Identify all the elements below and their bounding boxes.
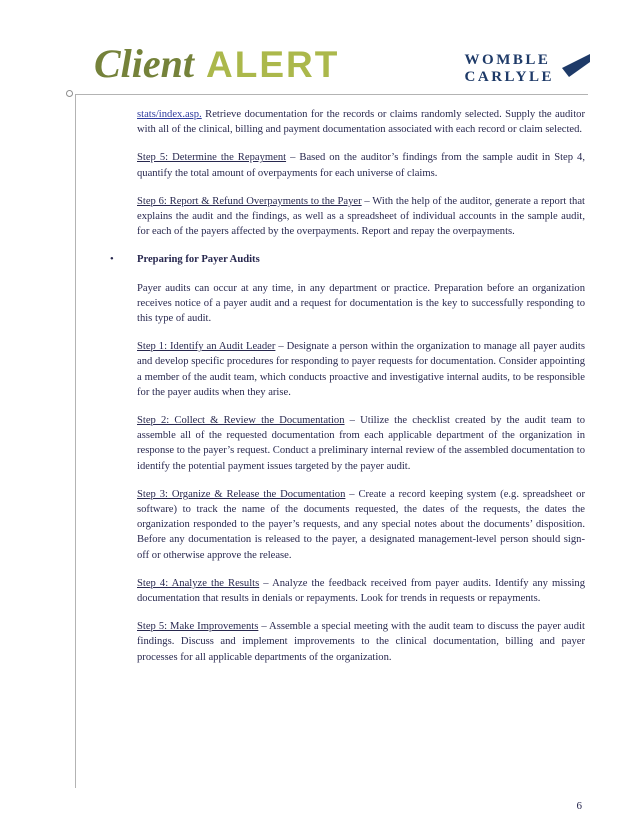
- paragraph: [137, 339, 585, 400]
- womble-carlyle-logo: [465, 52, 590, 86]
- brand-alert-text: ALERT: [206, 44, 340, 85]
- paragraph: [137, 487, 585, 563]
- body-text-run: Retrieve documentation for the records or claims randomly selected. Supply the auditor with all of the clinical, billing and payment documentation associated with each record or claim selected.: [137, 109, 585, 136]
- flag-icon: [560, 53, 590, 79]
- body-text-run: – Create a record keeping system (e.g. spreadsheet or software) to track the name of the documents requested, the dates of the requests, the dates the organization responded to the payer’s requests, and any special notes about the documents’ disposition. Before any documentation is released to the payer, a designated management-level person should sign-off or otherwise approve the release.: [137, 488, 585, 561]
- brand-client-text: Client: [94, 41, 195, 86]
- paragraph: [137, 413, 585, 474]
- left-margin-rule: [75, 94, 76, 788]
- page-number: 6: [576, 800, 582, 812]
- step-heading: Step 1: Identify an Audit Leader: [137, 341, 276, 353]
- bullet-icon: •: [110, 254, 114, 266]
- firm-name-line1: WOMBLE: [464, 52, 551, 68]
- firm-name: [465, 52, 554, 86]
- hyperlink[interactable]: stats/index.asp.: [137, 109, 202, 120]
- paragraph: [137, 107, 585, 137]
- paragraph: [137, 619, 585, 665]
- body-text-run: – Utilize the checklist created by the audit team to assemble all of the requested documentation from each applicable department of the organization in response to the payer’s request. Conduct a preliminary internal review of the assembled documentation to identify the potential payment issues targeted by the payer audit.: [137, 415, 585, 472]
- frame-anchor-circle: [66, 90, 73, 97]
- section-heading: Preparing for Payer Audits: [137, 254, 260, 266]
- step-heading: Step 3: Organize & Release the Documentation: [137, 488, 346, 500]
- paragraph: [137, 576, 585, 606]
- header-divider: [75, 94, 588, 95]
- step-heading: Step 2: Collect & Review the Documentation: [137, 415, 345, 427]
- body-text-run: – Based on the auditor’s findings from the sample audit in Step 4, quantify the total amount of overpayments for each universe of claims.: [137, 152, 585, 179]
- body-text-run: – With the help of the auditor, generate a report that explains the audit and the findings, as well as a spreadsheet of individual accounts in the sample audit, for each of the payers affected by the overpayments. Report and repay the overpayments.: [137, 195, 585, 238]
- body-text-run: – Assemble a special meeting with the audit team to discuss the payer audit findings. Discuss and implement improvements to the clinical documentation, billing and payer processes for all applicable departments of the organization.: [137, 621, 585, 663]
- body-text-run: – Designate a person within the organization to manage all payer audits and develop specific procedures for responding to payer requests for documentation. Consider appointing a member of the audit team, which conducts proactive and investigative internal audits, to be responsible for the payer audits when they arise.: [137, 341, 585, 398]
- client-alert-logo: [94, 40, 339, 87]
- firm-name-line2: CARLYLE: [464, 69, 554, 85]
- paragraph: [137, 281, 585, 327]
- paragraph: [137, 194, 585, 240]
- step-heading: Step 5: Determine the Repayment: [137, 152, 287, 164]
- body-text-run: Payer audits can occur at any time, in any department or practice. Preparation before an organization receives notice of a payer audit and a request for documentation is the key to successfully responding to this type of audit.: [137, 282, 585, 325]
- step-heading: Step 6: Report & Refund Overpayments to the Payer: [137, 195, 362, 207]
- body-text-run: – Analyze the feedback received from payer audits. Identify any missing documentation that results in denials or repayments. Look for trends in requests or repayments.: [137, 577, 585, 605]
- bullet-item: [110, 252, 585, 267]
- document-body: [110, 107, 585, 678]
- step-heading: Step 5: Make Improvements: [137, 621, 259, 633]
- paragraph: [137, 150, 585, 180]
- step-heading: Step 4: Analyze the Results: [137, 577, 260, 589]
